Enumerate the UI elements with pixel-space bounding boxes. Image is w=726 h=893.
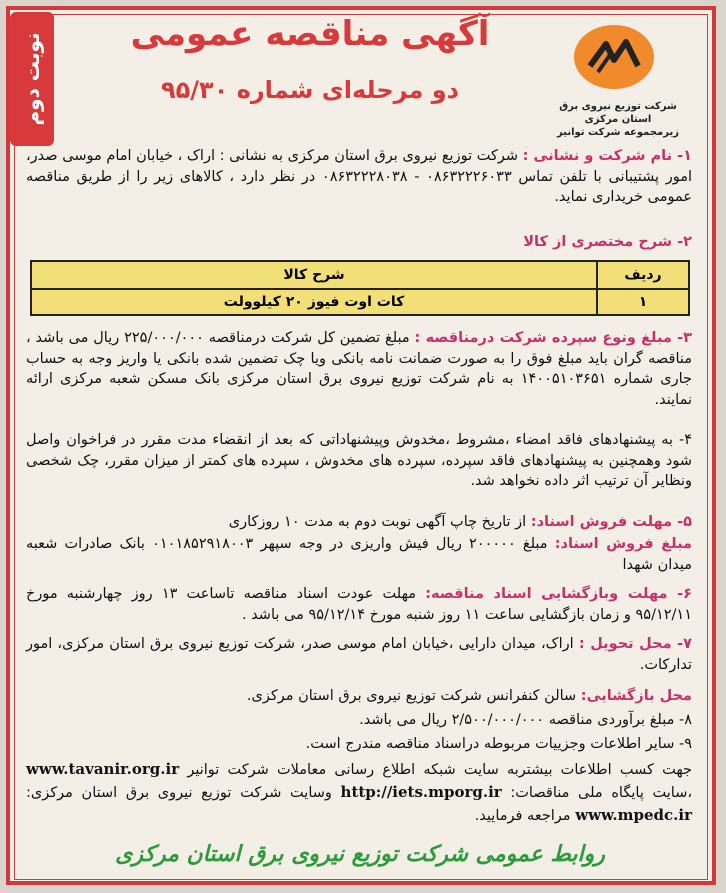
iets-link[interactable]: http://iets.mporg.ir — [340, 783, 502, 801]
section-3-text: مبلغ تضمین کل شرکت درمناقصه ۲۲۵/۰۰۰/۰۰۰ ریال می باشد ، مناقصه گران باید مبلغ فوق را به صورت ضمانت نامه بانکی ویا چک تضمین شده بانکی یا واریز وجه به حساب جاری شماره ۱۴۰۰۵۱۰۳۶۵۱ به نام شرکت توزیع نیروی برق استان مرکزی بانک مسکن شعبه مرکزی ارائه نمایند. — [26, 330, 692, 408]
company-name — [548, 100, 688, 139]
notice-subtitle: دو مرحله‌ای شماره ۹۵/۳۰ — [160, 76, 459, 104]
section-7-label: ۷- محل تحویل : — [578, 636, 693, 652]
table-cell-idx: ۱ — [596, 289, 688, 315]
company-name-line2: زیرمجموعه شرکت توانیر — [557, 127, 679, 138]
section-2-label: ۲- شرح مختصری از کالا — [523, 234, 692, 250]
section-5-text: از تاریخ چاپ آگهی نوبت دوم به مدت ۱۰ روزکاری — [228, 514, 527, 530]
company-logo-icon — [568, 22, 660, 92]
opening-place-label: محل بازگشایی: — [580, 688, 692, 704]
section-1-label: ۱- نام شرکت و نشانی : — [522, 148, 692, 164]
section-3 — [26, 328, 692, 410]
section-5 — [26, 512, 692, 533]
section-4 — [26, 430, 692, 492]
public-relations-signature: روابط عمومی شرکت توزیع نیروی برق استان مرکزی — [115, 842, 605, 867]
section-1-text: شرکت توزیع نیروی برق استان مرکزی به نشانی : اراک ، خیابان امام موسی صدر، امور پشتیبانی با تلفن تماس ۰۸۶۳۲۲۲۶۰۳۳ - ۰۸۶۳۲۲۲۸۰۳۸ در نظر دارد ، کالاهای زیر را از طریق مناقصه عمومی خریداری نماید. — [26, 148, 693, 205]
tavanir-link[interactable]: www.tavanir.org.ir — [26, 760, 180, 778]
section-7-text: اراک، میدان دارایی ،خیابان امام موسی صدر، شرکت توزیع نیروی برق استان مرکزی، امور تدارکات. — [26, 636, 692, 673]
section-1 — [26, 146, 692, 208]
table-header-row — [32, 262, 688, 290]
section-6-text: مهلت عودت اسناد مناقصه تاساعت ۱۳ روز چهارشنبه مورخ ۹۵/۱۲/۱۱ و زمان بازگشایی ساعت ۱۱ روز شنبه مورخ ۹۵/۱۲/۱۴ می باشد . — [26, 586, 692, 623]
table-row — [32, 289, 688, 315]
opening-place-text: سالن کنفرانس شرکت توزیع نیروی برق استان مرکزی. — [246, 688, 577, 704]
section-9 — [26, 734, 692, 755]
doc-price-text: مبلغ ۲۰۰۰۰۰ ریال فیش واریزی در وجه سپهر ۰۱۰۱۸۵۲۹۱۸۰۰۳ بانک صادرات شعبه میدان شهدا — [26, 536, 692, 573]
table-cell-desc: کات اوت فیوز ۲۰ کیلوولت — [223, 294, 405, 310]
doc-price — [26, 534, 692, 575]
notice-title: آگهی مناقصه عمومی — [130, 14, 490, 54]
info-end: مراجعه فرمایید. — [474, 808, 571, 824]
section-6 — [26, 584, 692, 625]
info-and: وسایت — [290, 785, 332, 801]
section-3-label: ۳- مبلغ ونوع سپرده شرکت درمناقصه : — [414, 330, 692, 346]
section-8-text: ۸- مبلغ برآوردی مناقصه ۲/۵۰۰/۰۰۰/۰۰۰ ریال می باشد. — [359, 712, 692, 728]
section-4-text: ۴- به پیشنهادهای فاقد امضاء ،مشروط ،مخدوش وپیشنهاداتی که بعد از انقضاء مدت مقرر در فراخوان واصل شود وهمچنین به پیشنهادهای فاقد سپرده، سپرده های مخدوش ، سپرده های کمتر از میزان مقرر، چک شخصی ونظایر آن ترتیب اثر داده نخواهد شد. — [26, 432, 692, 489]
info-line1: جهت کسب اطلاعات بیشتربه سایت شبکه اطلاع رسانی معاملات شرکت توانیر — [187, 762, 692, 778]
company-name-line1: شرکت توزیع نیروی برق استان مرکزی — [559, 101, 677, 125]
ribbon-text: نوبت دوم — [20, 32, 44, 126]
section-9-text: ۹- سایر اطلاعات وجزییات مربوطه دراسناد مناقصه مندرج است. — [305, 736, 692, 752]
section-7 — [26, 634, 692, 675]
goods-table — [30, 260, 690, 316]
info-mid: ،سایت پایگاه ملی مناقصات: — [510, 785, 693, 801]
second-round-ribbon — [10, 12, 54, 146]
mpedc-link[interactable]: www.mpedc.ir — [575, 806, 692, 824]
info-line3: شرکت توزیع نیروی برق استان مرکزی: — [26, 785, 282, 801]
section-2 — [26, 232, 692, 253]
table-header-desc: شرح کالا — [283, 267, 345, 283]
section-5-label: ۵- مهلت فروش اسناد: — [530, 514, 692, 530]
section-6-label: ۶- مهلت وبازگشایی اسناد مناقصه: — [425, 586, 692, 602]
table-header-idx: ردیف — [596, 262, 688, 288]
info-block — [26, 758, 692, 827]
section-8 — [26, 710, 692, 731]
doc-price-label: مبلغ فروش اسناد: — [554, 536, 692, 552]
opening-place — [26, 686, 692, 707]
